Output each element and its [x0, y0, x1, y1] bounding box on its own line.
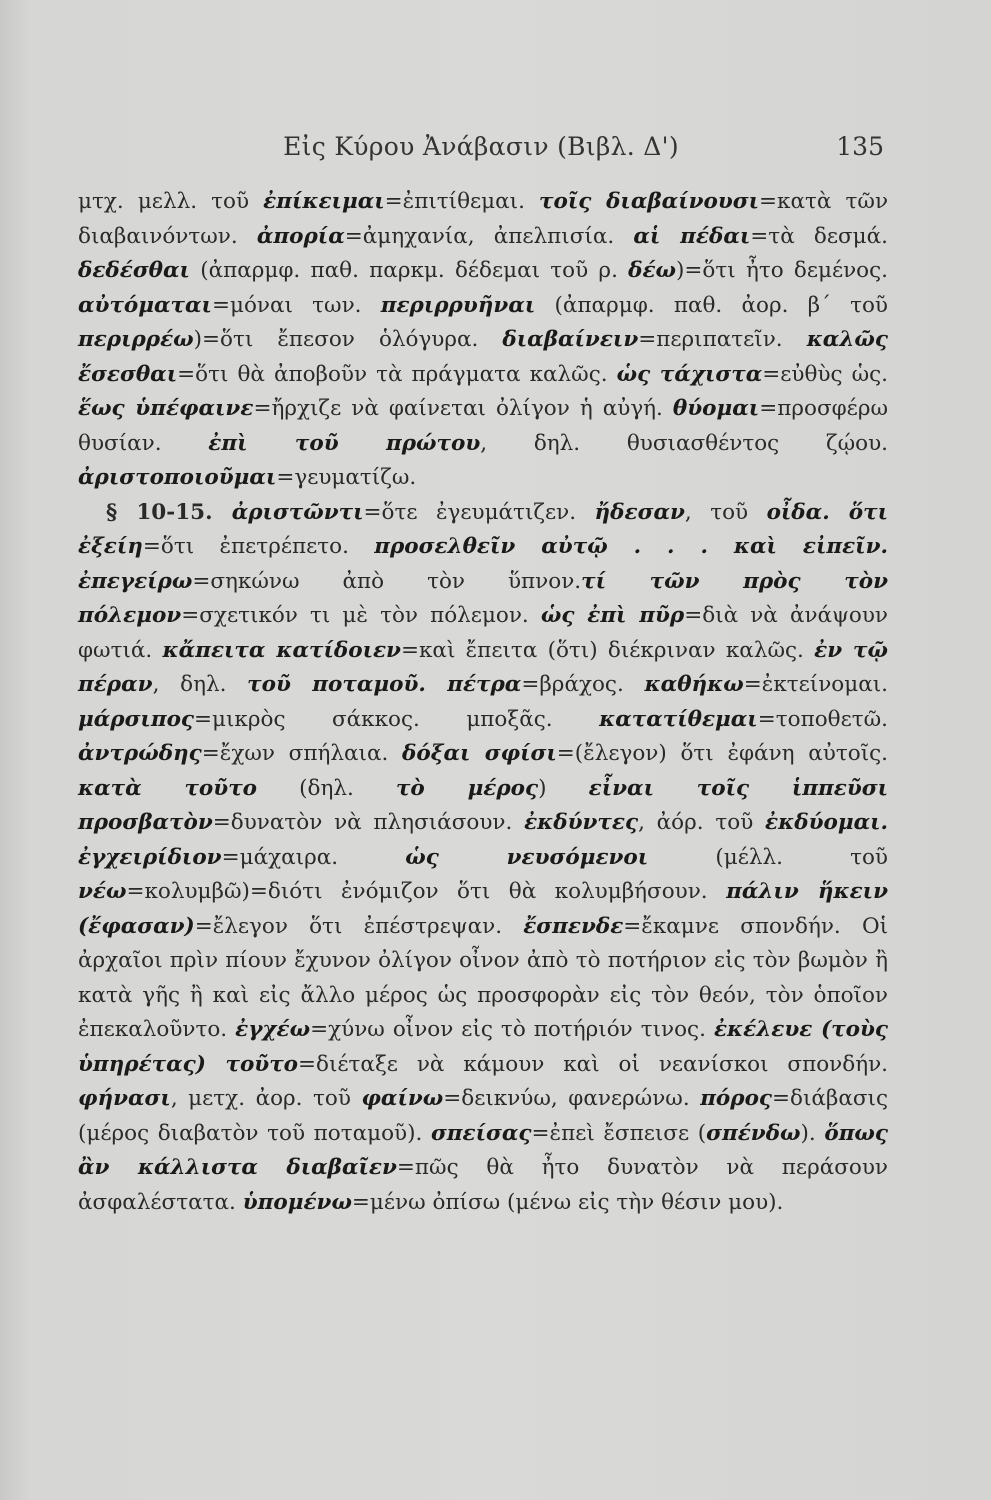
lemma: ἐγχέω — [235, 1017, 311, 1042]
lemma: ἤδεσαν — [594, 499, 685, 525]
gloss-text: =καὶ ἔπειτα (ὅτι) διέκριναν καλῶς. — [400, 637, 815, 663]
lemma: δέω — [628, 258, 677, 283]
gloss-text: (δηλ. — [257, 775, 396, 801]
gloss-text: ) — [538, 775, 589, 801]
lemma: αἱ πέδαι — [633, 223, 751, 249]
gloss-text: =κολυμβῶ)=διότι ἐνόμιζον ὅτι θὰ κολυμβήσουν. — [126, 879, 727, 904]
gloss-text: (ἀπαρμφ. παθ. ἀορ. β΄ τοῦ — [535, 292, 889, 318]
gloss-text: =διὰ νὰ ἀνάψουν φωτιά. — [78, 603, 889, 663]
lemma: δόξαι σφίσι — [402, 741, 557, 766]
lemma: κατατίθεμαι — [599, 706, 758, 732]
gloss-text: )=ὅτι ἔπεσον ὁλόγυρα. — [193, 327, 503, 352]
gloss-text: , δηλ. — [152, 672, 248, 697]
gloss-text: =περιπατεῖν. — [638, 327, 807, 352]
paragraph — [78, 185, 888, 496]
gloss-text: (μέλλ. τοῦ — [648, 844, 888, 870]
lemma: σπείσας — [430, 1120, 532, 1146]
gloss-text: =μένω ὀπίσω (μένω εἰς τὴν θέσιν μου). — [351, 1189, 784, 1215]
gloss-text: , τοῦ — [684, 499, 767, 525]
section-marker: § 10-15. — [106, 499, 232, 525]
lemma: τοῦ ποταμοῦ. πέτρα — [247, 672, 522, 697]
paragraph — [78, 496, 888, 1221]
lemma: καθήκω — [644, 672, 744, 697]
gloss-text: =διέταξε νὰ κάμουν καὶ οἱ νεανίσκοι σπονδήν. — [298, 1051, 888, 1077]
gloss-text: =διάβασις (μέρος διαβατὸν τοῦ ποταμοῦ). — [78, 1086, 889, 1146]
lemma: σπένδω — [706, 1120, 801, 1146]
lemma: προσελθεῖν αὐτῷ . . . καὶ εἰπεῖν. ἐπεγείρω — [78, 534, 888, 594]
gloss-text: =πῶς θὰ ἦτο δυνατὸν νὰ περάσουν ἀσφαλέστατα. — [78, 1155, 888, 1215]
gloss-text: =χύνω οἶνον εἰς τὸ ποτήριόν τινος. — [310, 1017, 714, 1042]
gloss-text: )=ὅτι ἦτο δεμένος. — [676, 258, 888, 283]
lemma: κατὰ τοῦτο — [78, 775, 257, 801]
gloss-text: =(ἔλεγον) ὅτι ἐφάνη αὐτοῖς. — [556, 741, 888, 766]
gloss-text: =σχετικόν τι μὲ τὸν πόλεμον. — [181, 603, 541, 628]
lemma: ὡς τάχιστα — [616, 361, 763, 387]
lemma: μάρσιπος — [78, 706, 195, 732]
lemma: ἀριστῶντι — [231, 499, 364, 525]
gloss-text: =εὐθὺς ὡς. — [762, 361, 888, 387]
lemma: ἐπίκειμαι — [263, 189, 385, 214]
lemma: ἀπορία — [256, 223, 345, 249]
lemma: ὡς ἐπὶ πῦρ — [540, 603, 685, 628]
lemma: ὡς νευσόμενοι — [405, 844, 649, 870]
lemma: ὑπομένω — [242, 1189, 352, 1215]
lemma: ἐπὶ τοῦ πρώτου — [208, 430, 481, 456]
lemma: ἀριστοποιοῦμαι — [78, 465, 277, 490]
gloss-text: =μικρὸς σάκκος. μποξᾶς. — [194, 706, 600, 732]
gloss-text: =κατὰ τῶν διαβαινόντων. — [78, 189, 889, 249]
lemma: ἐκδύντες — [524, 810, 639, 835]
lemma: τὸ μέρος — [395, 775, 539, 801]
gloss-text: =δυνατὸν νὰ πλησιάσουν. — [212, 810, 525, 835]
gloss-text: =ὅτι ἐπετρέπετο. — [142, 534, 375, 559]
gloss-text: =μάχαιρα. — [221, 844, 406, 870]
lemma: ἀντρώδης — [78, 741, 202, 766]
gloss-text: , ἀόρ. τοῦ — [638, 810, 766, 835]
lemma: ἐκέλευε (τοὺς ὑπηρέτας) τοῦτο — [78, 1017, 888, 1077]
lemma: θύομαι — [672, 396, 760, 421]
gloss-text: =ὅτε ἐγευμάτιζεν. — [363, 499, 595, 525]
lemma: ὅπως ἂν κάλλιστα διαβαῖεν — [78, 1120, 888, 1180]
lemma: εἶναι τοῖς ἱππεῦσι προσβατὸν — [78, 775, 889, 835]
running-title: Εἰς Κύρου Ἀνάβασιν (Βιβλ. Δ') — [283, 132, 679, 161]
lemma: ἐν τῷ πέραν — [78, 637, 888, 697]
lemma: αὐτόμαται — [78, 292, 212, 318]
gloss-text: μτχ. μελλ. τοῦ — [78, 189, 264, 214]
lemma: δεδέσθαι — [78, 258, 190, 283]
gloss-text: =δεικνύω, φανερώνω. — [443, 1086, 701, 1111]
lemma: περιρρέω — [78, 327, 194, 352]
lemma: τοῖς διαβαίνουσι — [539, 189, 760, 214]
page-number: 135 — [836, 132, 884, 161]
gloss-text: =ὅτι θὰ ἀποβοῦν τὰ πράγματα καλῶς. — [177, 361, 617, 387]
lemma: καλῶς ἔσεσθαι — [78, 327, 888, 387]
lemma: τί τῶν πρὸς τὸν πόλεμον — [78, 568, 888, 628]
lemma: φήνασι — [78, 1086, 171, 1111]
lemma: πόρος — [700, 1086, 772, 1111]
gloss-text: =γευματίζω. — [276, 465, 417, 490]
gloss-text: =ἐπιτίθεμαι. — [384, 189, 540, 214]
gloss-text: =ἤρχιζε νὰ φαίνεται ὀλίγον ἡ αὐγή. — [253, 396, 673, 421]
gloss-text: =τοποθετῶ. — [757, 706, 888, 732]
gloss-text: =ἔκαμνε σπονδήν. Οἱ ἀρχαῖοι πρὶν πίουν ἔχυνον ὀλίγον οἶνον ἀπὸ τὸ ποτήριον εἰς τὸν βωμὸν ἢ κατὰ γῆς ἢ καὶ εἰς ἄλλο μέρος ὡς προσφορὰν εἰς τὸν θεόν, τὸν ὁποῖον ἐπεκαλοῦντο. — [78, 913, 888, 1042]
gloss-text: =σηκώνω ἀπὸ τὸν ὕπνον. — [192, 568, 582, 594]
gloss-text: , δηλ. θυσιασθέντος ζῴου. — [480, 430, 888, 456]
lemma: πάλιν ἥκειν (ἔφασαν) — [78, 879, 888, 939]
lemma: φαίνω — [361, 1086, 444, 1111]
gloss-text: , μετχ. ἀορ. τοῦ — [170, 1086, 362, 1111]
lemma: περιρρυῆναι — [380, 292, 536, 318]
gloss-text: =ἐκτείνομαι. — [743, 672, 888, 697]
page-header — [78, 130, 884, 166]
lemma: κἄπειτα κατίδοιεν — [162, 637, 401, 663]
lemma: ἐκδύομαι. ἐγχειρίδιον — [78, 810, 888, 870]
gloss-text: =ἐπεὶ ἔσπεισε ( — [531, 1120, 707, 1146]
gloss-text: =βράχος. — [521, 672, 645, 697]
lemma: διαβαίνειν — [502, 327, 639, 352]
gloss-text: =τὰ δεσμά. — [750, 223, 889, 249]
gloss-text: =ἔλεγον ὅτι ἐπέστρεψαν. — [194, 913, 524, 939]
commentary-text — [78, 185, 888, 1220]
gloss-text: =μόναι των. — [211, 292, 381, 318]
lemma: ἔσπενδε — [523, 913, 624, 939]
gloss-text: =προσφέρω θυσίαν. — [78, 396, 888, 456]
lemma: οἶδα. ὅτι ἐξείη — [78, 499, 888, 559]
gloss-text: (ἀπαρμφ. παθ. παρκμ. δέδεμαι τοῦ ρ. — [189, 258, 629, 283]
gloss-text: ). — [800, 1120, 825, 1146]
gloss-text: =ἀμηχανία, ἀπελπισία. — [344, 223, 634, 249]
gloss-text: =ἔχων σπήλαια. — [201, 741, 403, 766]
lemma: νέω — [78, 879, 127, 904]
lemma: ἕως ὑπέφαινε — [78, 396, 254, 421]
